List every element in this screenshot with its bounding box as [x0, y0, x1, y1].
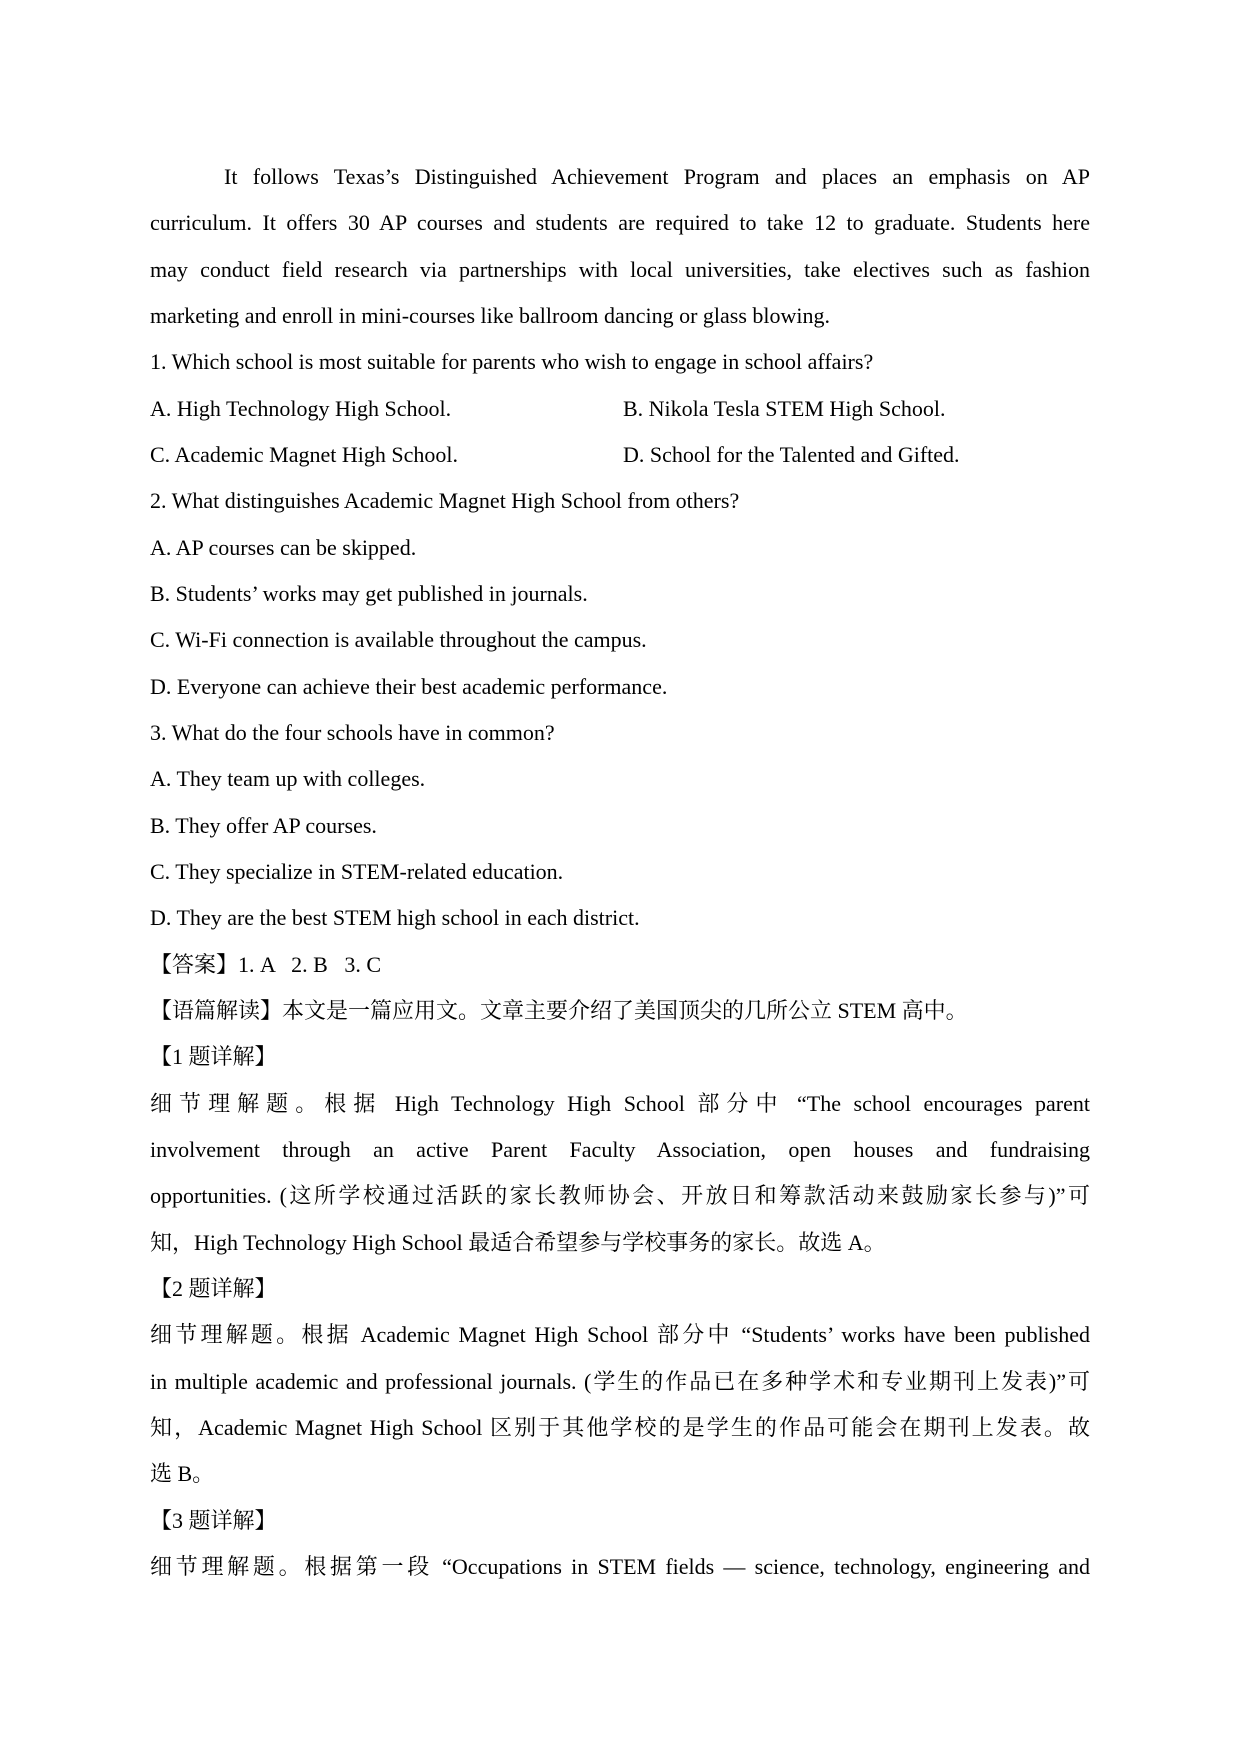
intro-paragraph: [150, 154, 1090, 339]
intro-line-4: marketing and enroll in mini-courses like ballroom dancing or glass blowing.: [150, 302, 831, 328]
detail-1-heading: 【1 题详解】: [150, 1044, 277, 1070]
question-2-option-c: C. Wi-Fi connection is available throughout the campus.: [150, 627, 647, 653]
detail-1-line-3: opportunities. (这所学校通过活跃的家长教师协会、开放日和筹款活动来鼓励家长参与)”可: [150, 1183, 1090, 1209]
detail-2-heading: 【2 题详解】: [150, 1275, 277, 1301]
detail-1-line-1: 细节理解题。根据 High Technology High School 部分中 “The school encourages parent: [150, 1090, 1090, 1116]
question-2-option-d: D. Everyone can achieve their best academic performance.: [150, 673, 668, 699]
question-1-option-c: C. Academic Magnet High School.: [150, 441, 458, 467]
question-1: [150, 339, 1090, 478]
detail-3-line-1: 细节理解题。根据第一段 “Occupations in STEM fields — science, technology, engineering and: [150, 1553, 1090, 1579]
detail-3-section: [150, 1498, 1090, 1591]
question-1-option-b: B. Nikola Tesla STEM High School.: [623, 395, 946, 421]
detail-1-line-4: 知，High Technology High School 最适合希望参与学校事务的家长。故选 A。: [150, 1229, 886, 1255]
question-1-stem: 1. Which school is most suitable for parents who wish to engage in school affairs?: [150, 349, 874, 375]
question-2-stem: 2. What distinguishes Academic Magnet High School from others?: [150, 488, 740, 514]
question-1-option-a: A. High Technology High School.: [150, 395, 452, 421]
question-3: [150, 710, 1090, 942]
question-3-stem: 3. What do the four schools have in common?: [150, 719, 555, 745]
detail-1-section: [150, 1034, 1090, 1266]
detail-2-line-3: 知，Academic Magnet High School 区别于其他学校的是学生的作品可能会在期刊上发表。故: [150, 1414, 1090, 1440]
question-1-options-row-ab: [150, 386, 1090, 432]
intro-line-3: may conduct field research via partnerships with local universities, take electives such as fashion: [150, 256, 1090, 282]
question-2: [150, 478, 1090, 710]
intro-line-1: It follows Texas’s Distinguished Achievement Program and places an emphasis on AP: [224, 164, 1090, 189]
question-2-option-a: A. AP courses can be skipped.: [150, 534, 417, 560]
question-3-option-c: C. They specialize in STEM-related education.: [150, 858, 564, 884]
intro-line-2: curriculum. It offers 30 AP courses and students are required to take 12 to graduate. Students here: [150, 210, 1090, 236]
detail-2-line-2: in multiple academic and professional journals. (学生的作品已在多种学术和专业期刊上发表)”可: [150, 1368, 1090, 1394]
question-3-option-b: B. They offer AP courses.: [150, 812, 377, 838]
passage-analysis-line: 【语篇解读】本文是一篇应用文。文章主要介绍了美国顶尖的几所公立 STEM 高中。: [150, 997, 968, 1023]
detail-1-line-2: involvement through an active Parent Faculty Association, open houses and fundraising: [150, 1136, 1090, 1162]
question-3-option-d: D. They are the best STEM high school in each district.: [150, 905, 640, 931]
detail-2-section: [150, 1266, 1090, 1498]
detail-3-heading: 【3 题详解】: [150, 1507, 277, 1533]
detail-2-line-4: 选 B。: [150, 1461, 215, 1487]
question-1-option-d: D. School for the Talented and Gifted.: [623, 441, 960, 467]
detail-2-line-1: 细节理解题。根据 Academic Magnet High School 部分中 “Students’ works have been published: [150, 1322, 1090, 1348]
question-3-option-a: A. They team up with colleges.: [150, 766, 426, 792]
document-content: [150, 154, 1090, 1590]
answers-line: 【答案】1. A 2. B 3. C: [150, 951, 382, 977]
question-2-option-b: B. Students’ works may get published in journals.: [150, 580, 588, 606]
question-1-options-row-cd: [150, 432, 1090, 478]
